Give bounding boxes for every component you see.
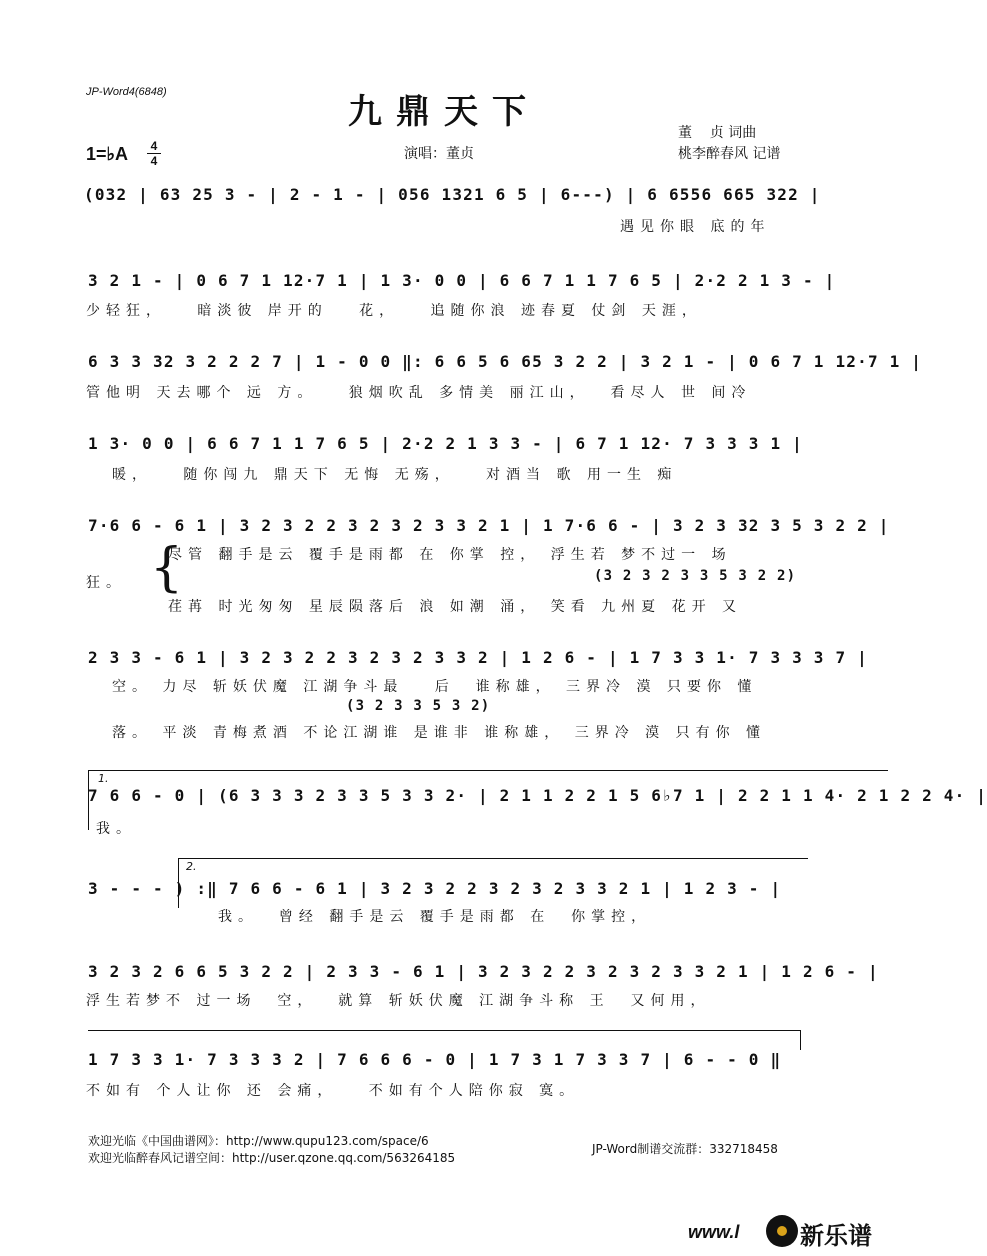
time-signature-top: 4 xyxy=(150,139,158,153)
time-signature xyxy=(147,140,161,167)
song-title: 九鼎天下 xyxy=(348,92,540,132)
lyrics-system-8: 我。 曾经 翻手是云 覆手是雨都 在 你掌控， xyxy=(218,909,652,925)
final-volta-right xyxy=(800,1030,801,1050)
lyrics-system-10: 不如有 个人让你 还 会痛， 不如有个人陪你寂 寞。 xyxy=(86,1083,580,1099)
lyrics-system-3: 管他明 天去哪个 远 方。 狼烟吹乱 多情美 丽江山， 看尽人 世 间冷 xyxy=(86,385,752,401)
score-system-3: 6 3 3 32 3 2 2 2 7 | 1 - 0 0 ‖: 6 6 5 6 65 3 2 2 | 3 2 1 - | 0 6 7 1 12·7 1 | xyxy=(88,352,923,371)
score-system-6: 2 3 3 - 6 1 | 3 2 3 2 2 3 2 3 2 3 3 2 | 1 2 6 - | 1 7 3 3 1· 7 3 3 3 7 | xyxy=(88,648,868,667)
score-system-5: 7·6 6 - 6 1 | 3 2 3 2 2 3 2 3 2 3 3 2 1 | 1 7·6 6 - | 3 2 3 32 3 5 3 2 2 | xyxy=(88,516,890,535)
lyrics-system-1: 遇见你眼 底的年 xyxy=(620,219,771,235)
volta-2-line xyxy=(178,858,808,859)
time-signature-bottom: 4 xyxy=(150,154,158,168)
composer-credit: 董 贞 词曲 xyxy=(678,125,757,141)
lyrics-system-2: 少轻狂， 暗淡彼 岸开的 花， 追随你浪 迹春夏 仗剑 天涯， xyxy=(86,303,702,319)
score-system-9: 3 2 3 2 6 6 5 3 2 2 | 2 3 3 - 6 1 | 3 2 3 2 2 3 2 3 2 3 3 2 1 | 1 2 6 - | xyxy=(88,962,879,981)
lyrics-system-6-verse-1: 空。 力尽 斩妖伏魔 江湖争斗最 后 谁称雄， 三界冷 漠 只要你 懂 xyxy=(112,679,758,695)
score-system-8: 3 - - - ) :‖ 7 6 6 - 6 1 | 3 2 3 2 2 3 2 3 2 3 3 2 1 | 1 2 3 - | xyxy=(88,879,782,898)
key-signature: 1=♭A xyxy=(86,144,129,164)
volta-1-label: 1. xyxy=(98,772,109,785)
lyrics-system-7: 我。 xyxy=(96,821,136,837)
footer-link-qupu[interactable]: 欢迎光临《中国曲谱网》：http://www.qupu123.com/space/6 xyxy=(88,1134,429,1148)
logo-name: 新乐谱 xyxy=(800,1222,872,1250)
volta-2-label: 2. xyxy=(186,860,197,873)
lyrics-system-4: 暖， 随你闯九 鼎天下 无悔 无殇， 对酒当 歌 用一生 痴 xyxy=(112,467,678,483)
lyrics-system-5-verse-1: 尽管 翻手是云 覆手是雨都 在 你掌 控， 浮生若 梦不过一 场 xyxy=(168,547,732,563)
footer-qq-group: JP-Word制谱交流群：332718458 xyxy=(592,1142,778,1156)
volta-1-line xyxy=(88,770,888,771)
verse-brace: { xyxy=(150,538,184,598)
transcriber-credit: 桃李醉春风 记谱 xyxy=(678,146,781,162)
lyrics-system-9: 浮生若梦不 过一场 空， 就算 斩妖伏魔 江湖争斗称 王 又何用， xyxy=(86,993,711,1009)
score-system-1: (032 | 63 25 3 - | 2 - 1 - | 056 1321 6 5 | 6---) | 6 6556 665 322 | xyxy=(84,185,821,204)
record-disc-icon xyxy=(766,1215,798,1247)
score-system-2: 3 2 1 - | 0 6 7 1 12·7 1 | 1 3· 0 0 | 6 6 7 1 1 7 6 5 | 2·2 2 1 3 - | xyxy=(88,271,836,290)
alt-notes-system-5: (3 2 3 2 3 3 5 3 2 2) xyxy=(594,568,797,584)
score-system-4: 1 3· 0 0 | 6 6 7 1 1 7 6 5 | 2·2 2 1 3 3 - | 6 7 1 12· 7 3 3 3 1 | xyxy=(88,434,803,453)
score-system-7: 7 6 6 - 0 | (6 3 3 3 2 3 3 5 3 3 2· | 2 1 1 2 2 1 5 6♭7 1 | 2 2 1 1 4· 2 1 2 2 4· | xyxy=(88,786,987,805)
footer-link-qzone[interactable]: 欢迎光临醉春风记谱空间：http://user.qzone.qq.com/563264185 xyxy=(88,1151,456,1165)
score-system-10: 1 7 3 3 1· 7 3 3 3 2 | 7 6 6 6 - 0 | 1 7 3 1 7 3 3 7 | 6 - - 0 ‖ xyxy=(88,1050,782,1069)
lyrics-system-5-verse-2: 荏苒 时光匆匆 星辰陨落后 浪 如潮 涌， 笑看 九州夏 花开 又 xyxy=(168,599,743,615)
lyrics-system-6-verse-2: 落。 平淡 青梅煮酒 不论江湖谁 是谁非 谁称雄， 三界冷 漠 只有你 懂 xyxy=(112,725,767,741)
software-label: JP-Word4(6848) xyxy=(86,86,167,98)
lyrics-system-5-ending: 狂。 xyxy=(86,575,126,591)
logo-url: www.l xyxy=(688,1222,740,1242)
singer-credit: 演唱：董贞 xyxy=(404,146,474,162)
final-volta-line xyxy=(88,1030,800,1031)
site-logo[interactable] xyxy=(688,1212,884,1252)
alt-notes-system-6: (3 2 3 3 5 3 2) xyxy=(346,698,491,714)
